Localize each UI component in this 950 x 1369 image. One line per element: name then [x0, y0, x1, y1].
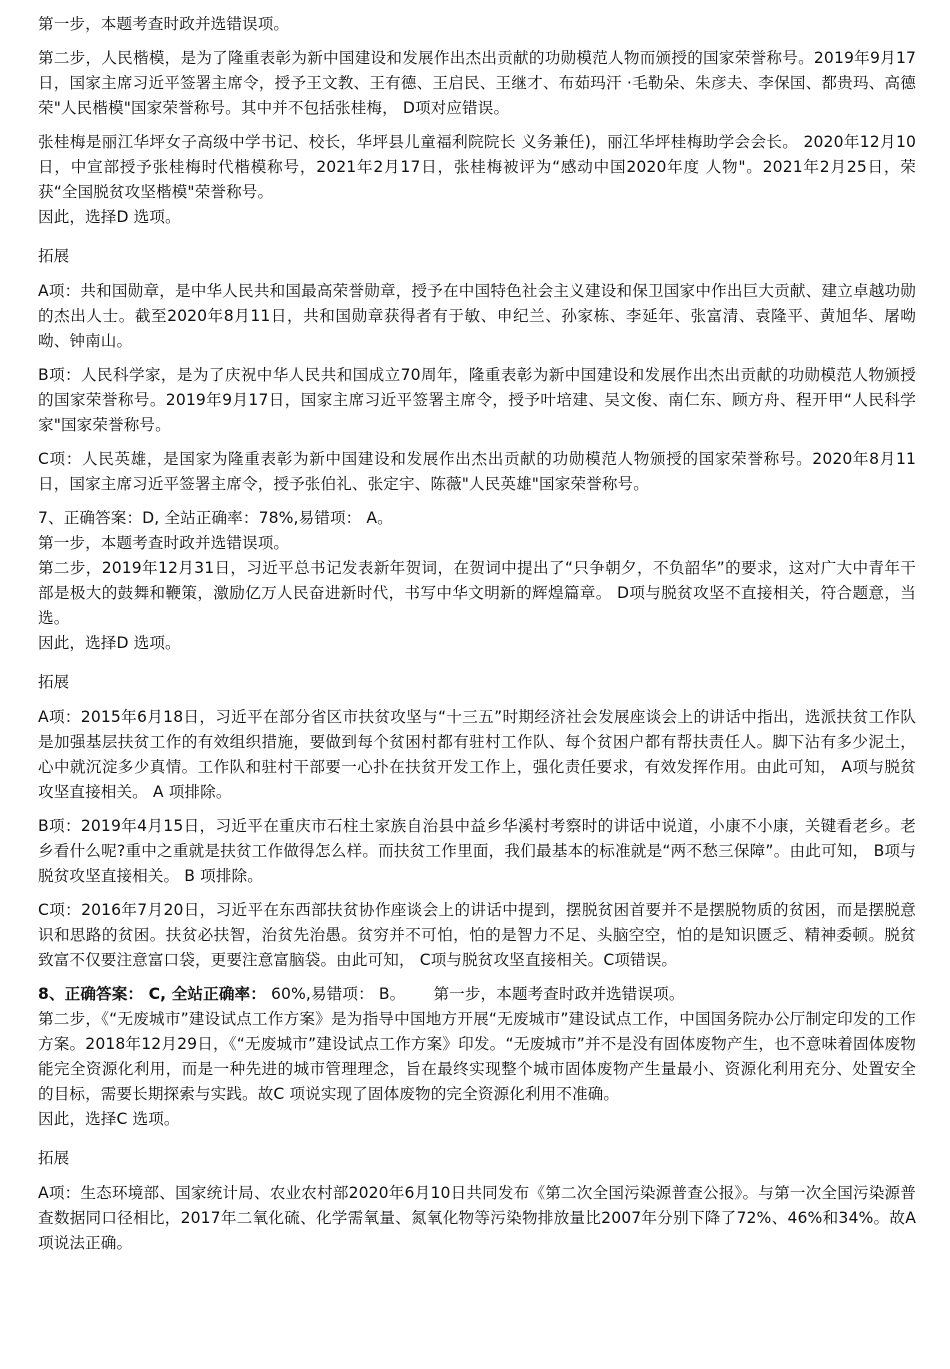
q6-extension-heading: 拓展 [38, 247, 70, 265]
q6-background: 张桂梅是丽江华坪女子高级中学书记、校长，华坪县儿童福利院院长 义务兼任)，丽江华坪桂梅助学会会长。 2020年12月10日，中宣部授予张桂梅时代楷模称号，2021年2月17日，张桂梅被评为“感动中国2020年度 人物"。2021年2月25日，荣获“全国脱贫攻坚楷模"荣誉称号。 [38, 133, 916, 201]
q8-option-a: A项：生态环境部、国家统计局、农业农村部2020年6月10日共同发布《第二次全国污染源普查公报》。与第一次全国污染源普查数据同口径相比，2017年二氧化硫、化学需氧量、氮氧化物等污染物排放量比2007年分别下降了72%、46%和34%。故A 项说法正确。 [38, 1184, 916, 1252]
q8-answer-label: 8、正确答案： C, 全站正确率： [38, 985, 266, 1003]
q7-answer-line: 7、正确答案：D, 全站正确率：78%,易错项： A。 [38, 509, 393, 527]
q8-extension-heading: 拓展 [38, 1149, 70, 1167]
q7-extension-heading: 拓展 [38, 673, 70, 691]
q8-step1: 第一步，本题考查时政并选错误项。 [433, 985, 685, 1003]
q7-step1: 第一步，本题考查时政并选错误项。 [38, 534, 290, 552]
q8-answer-stats: 60%,易错项： B。 [270, 985, 406, 1003]
q7-option-b: B项：2019年4月15日，习近平在重庆市石柱土家族自治县中益乡华溪村考察时的讲话中说道，小康不小康，关键看老乡。老乡看什么呢?重中之重就是扶贫工作做得怎么样。而扶贫工作里面，我们最基本的标准就是“两不愁三保障”。由此可知， B项与脱贫攻坚直接相关。 B 项排除。 [38, 817, 916, 885]
q6-step1: 第一步，本题考查时政并选错误项。 [38, 15, 290, 33]
q6-conclusion: 因此，选择D 选项。 [38, 208, 181, 226]
q7-option-c: C项：2016年7月20日，习近平在东西部扶贫协作座谈会上的讲话中提到，摆脱贫困首要并不是摆脱物质的贫困，而是摆脱意识和思路的贫困。扶贫必扶智，治贫先治愚。贫穷并不可怕，怕的是智力不足、头脑空空，怕的是知识匮乏、精神委顿。脱贫致富不仅要注意富口袋，更要注意富脑袋。由此可知， C项与脱贫攻坚直接相关。C项错误。 [38, 901, 916, 969]
q6-option-c: C项：人民英雄，是国家为隆重表彰为新中国建设和发展作出杰出贡献的功勋模范人物颁授的国家荣誉称号。2020年8月11日，国家主席习近平签署主席令，授予张伯礼、张定宇、陈薇"人民英雄"国家荣誉称号。 [38, 450, 916, 493]
q6-option-a: A项：共和国勋章，是中华人民共和国最高荣誉勋章，授予在中国特色社会主义建设和保卫国家中作出巨大贡献、建立卓越功勋的杰出人士。截至2020年8月11日，共和国勋章获得者有于敏、申纪兰、孙家栋、李延年、张富清、袁隆平、黄旭华、屠呦呦、钟南山。 [38, 282, 916, 350]
q6-option-b: B项：人民科学家，是为了庆祝中华人民共和国成立70周年，隆重表彰为新中国建设和发展作出杰出贡献的功勋模范人物颁授的国家荣誉称号。2019年9月17日，国家主席习近平签署主席令，授予叶培建、吴文俊、南仁东、顾方舟、程开甲“人民科学家"国家荣誉称号。 [38, 366, 916, 434]
q7-step2: 第二步，2019年12月31日，习近平总书记发表新年贺词，在贺词中提出了“只争朝夕，不负韶华”的要求，这对广大中青年干部是极大的鼓舞和鞭策，激励亿万人民奋进新时代，书写中华文明新的辉煌篇章。 D项与脱贫攻坚不直接相关，符合题意，当选。 [38, 559, 916, 627]
q7-conclusion: 因此，选择D 选项。 [38, 634, 181, 652]
q8-answer-line [38, 982, 916, 1007]
q8-step2: 第二步，《“无废城市”建设试点工作方案》是为指导中国地方开展“无废城市”建设试点工作，中国国务院办公厅制定印发的工作方案。2018年12月29日，《“无废城市”建设试点工作方案》印发。“无废城市”并不是没有固体废物产生，也不意味着固体废物能完全资源化利用，而是一种先进的城市管理理念，旨在最终实现整个城市固体废物产生量最小、资源化利用充分、处置安全的目标，需要长期探索与实践。故C 项说实现了固体废物的完全资源化利用不准确。 [38, 1010, 916, 1103]
q8-conclusion: 因此，选择C 选项。 [38, 1110, 180, 1128]
q6-step2: 第二步，人民楷模，是为了隆重表彰为新中国建设和发展作出杰出贡献的功勋模范人物而颁授的国家荣誉称号。2019年9月17日，国家主席习近平签署主席令，授予王文教、王有德、王启民、王继才、布茹玛汗 ·毛勒朵、朱彦夫、李保国、都贵玛、高德荣"人民楷模"国家荣誉称号。其中并不包括张桂梅， D项对应错误。 [38, 49, 916, 117]
q7-option-a: A项：2015年6月18日，习近平在部分省区市扶贫攻坚与“十三五”时期经济社会发展座谈会上的讲话中指出，选派扶贫工作队是加强基层扶贫工作的有效组织措施，要做到每个贫困村都有驻村工作队、每个贫困户都有帮扶责任人。脚下沾有多少泥土，心中就沉淀多少真情。工作队和驻村干部要一心扑在扶贫开发工作上，强化责任要求，有效发挥作用。由此可知， A项与脱贫攻坚直接相关。 A 项排除。 [38, 708, 916, 801]
